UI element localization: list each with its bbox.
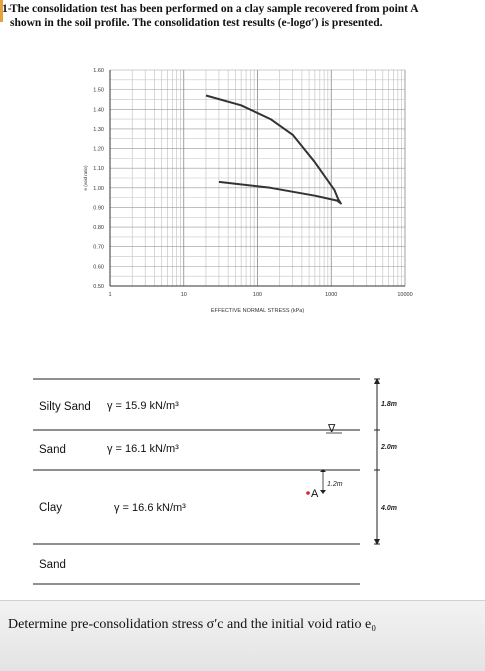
y-tick-label: 0.80 — [93, 225, 104, 232]
x-axis-label: EFFECTIVE NORMAL STRESS (kPa) — [210, 308, 305, 314]
question-line-2: shown in the soil profile. The consolidation test results (e-logσ′) is presented. — [10, 17, 383, 29]
arrow-head — [320, 490, 326, 494]
x-tick-label: 1000 — [325, 292, 338, 298]
consolidation-chart — [60, 58, 420, 328]
y-tick-label: 0.70 — [93, 244, 104, 251]
x-tick-label: 100 — [252, 292, 263, 298]
y-tick-label: 1.20 — [93, 146, 104, 153]
y-tick-label: 1.40 — [93, 107, 104, 114]
layer-thickness: 4.0m — [381, 505, 397, 512]
layer-name: Silty Sand — [39, 401, 91, 413]
y-tick-label: 0.60 — [93, 264, 104, 271]
y-tick-label: 1.50 — [93, 87, 104, 94]
layer-name: Clay — [39, 502, 63, 514]
layer-name: Sand — [39, 559, 66, 571]
x-tick-label: 10000 — [397, 292, 413, 298]
layer-unit-weight: γ = 15.9 kN/m³ — [107, 400, 179, 412]
x-tick-label: 1 — [108, 292, 112, 298]
layer-unit-weight: γ = 16.1 kN/m³ — [107, 443, 179, 455]
point-depth-label: 1.2m — [327, 481, 343, 488]
layer-name: Sand — [39, 444, 66, 456]
question-block — [2, 2, 480, 30]
y-axis-label: e (void ratio) — [83, 165, 88, 191]
instruction-text: Determine pre-consolidation stress σ′c and the initial void ratio e₀ — [8, 617, 377, 632]
e-logp-curve — [206, 96, 341, 204]
y-tick-label: 1.10 — [93, 166, 104, 173]
question-number: 1- — [2, 3, 12, 15]
point-a-marker — [306, 491, 310, 495]
soil-profile — [0, 360, 485, 595]
layer-unit-weight: γ = 16.6 kN/m³ — [114, 502, 186, 514]
y-tick-label: 0.50 — [93, 284, 104, 290]
layer-thickness: 2.0m — [381, 444, 397, 451]
y-tick-label: 1.30 — [93, 126, 104, 133]
water-table-icon: ∇ — [328, 423, 336, 435]
question-line-1: The consolidation test has been performed on a clay sample recovered from point A — [10, 3, 419, 15]
point-a-label: A — [311, 488, 319, 500]
layer-thickness: 1.8m — [381, 401, 397, 408]
y-tick-label: 1.60 — [93, 68, 104, 74]
instruction-footer — [0, 600, 485, 671]
y-tick-label: 1.00 — [93, 185, 104, 192]
y-tick-label: 0.90 — [93, 205, 104, 212]
x-tick-label: 10 — [180, 292, 187, 298]
